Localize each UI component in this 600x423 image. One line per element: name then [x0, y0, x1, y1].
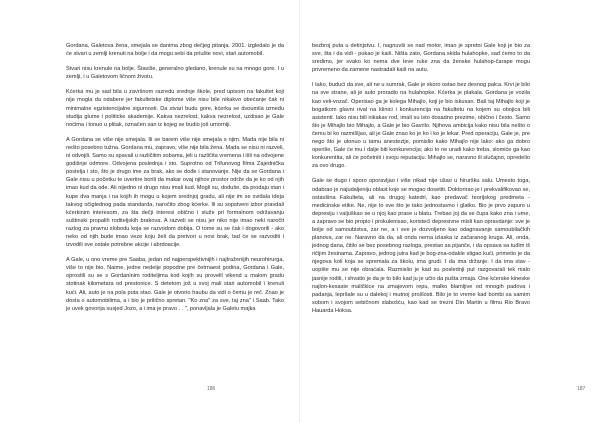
page-number: 186 — [207, 386, 216, 392]
paragraph: Stvari nisu krenule na bolje. Štaviše, generalno gledano, krenule su na mnogo gore. I u zemlji, i u Galetovom ličnom životu. — [66, 66, 284, 81]
right-page — [300, 0, 600, 423]
paragraph: A Gordana se više nije smejala. Ili se barem više nije smejala s njim. Mada nije bila ni nešto posebno tužna. Gordana mu, zapravo, više nije bila žena. Mada se nisu ni razveli, ni odvojili. Samo su spavali u različitim sobama, jeli u različita vremena i išli na odvojene godišnje odmore. Odvojena poslednja i sto. Suprotno od Trifunovog filma Zajednička postelja i sto, što je drugo ime za brak, ako se dođe i stanovanje. Nije da se Gordana i Gale nisu u početku te uvertire borili da makar ovaj njihov prostor održe da je ko od njih imao kud da ode. Ali nijedno ni drugo nisu imali kud. Mogli su, doduše, da prodaju stan i kupe dva manja i na kojih ih mogu u kojem srednjoj gradu, ali nije im se sviđala ideja takvog očiglednog pada standarda, naročito zbog kćerke. Ili su sopstveni izbor pravdali kćerkinim interesom, za šta dečji interesi obično i služe pri formalnom održavanju suštinski propalih roditeljskih brakova. A razveli se nisu jer niko nije imao neki naročit razlog za pravnu slobodu koja se razvodom dobija. O tome su se čak i dogovorili - ako neko od njih bude imao veze koju želi da pretvori u novi brak, tad će se razvoditi i izvodili sve ostale potrebne akcije i abrdoacije. — [66, 136, 284, 249]
paragraph: bezbroj puta u detinjstvu. I, nagnuvši se nad motor, imao je spretni Gale koji je bio za sve, šta i da vidi - pukao je kaiš. Ništa zato, Gordana skida hulahopke, sad ćemo to da sredimo, jer svako ko nema dve leve ruke zna da ženske hulahop-čarape mogu privremeno da zamene nastradali kaiš na autu. — [312, 43, 530, 74]
paragraph: I tako, budući da sve, ali ne u sumrak, Gale je skoro ostao bez desnog palca. Krvi je bilo na sve strane, ali je auto proradio na hulahopke. Kćerka je plakala. Gordana je vozila kao veli-vozač. Operisao ga je kolega Mihajlo, koji je bio iskusan. Baš taj Mihajlo koji je bogatkom glavni rival na klinici i konkurencija na fakultetu na kojem su obojica bili asistenti. Iako nisu bili nikakav rod, imali su isto dosadno prezime, obično i često. Samo što je Mihajlo bio Mihajlo, a Gale je bio Gavrilo. Njihova ambicija kako nisu bila nešto o čemu bi ko razmišljao, ali je Gale znao ko je ko i ko je lekar. Pred operaciju, Gale je, pre nego što je utonuo u tamu anestezije, pomislio kako Mihajlo nije lako: ako ga dobro operiše, Gale će mu i dalje biti konkurencija; ako to ne uradi kako treba, slomiće ga kao konkurentita, ali će početniti i svoju reputaciju. Mihajlo se, naravno ili slučajno, opredelio za ovo drugo. — [312, 82, 530, 170]
left-page-text — [66, 42, 284, 320]
paragraph: Gordana, Galetova žena, smejala se danima zbog dečjeg pitanja. 2001. izgledalo je da će stvari u zemlji krenuti na bolje i da mogu sebi da priušte novi, stari automobil. — [66, 43, 284, 58]
page-number: 187 — [577, 386, 586, 392]
paragraph: Gale se dugo i sporo oporavljao i više nikad nije ušao u hiruršku salu. Umesto toga, odabrao je najudaljeniju oblast koje se mogao dosetiti. Doktorirao je i prekvalifikovao se, ostavšina Fakulteta, ali na drugoj katedri, kao predavač teorijskog predmeta - medicinske etike. Ne, nije to sve što je tako jednostavno i glatko. Bio je prvo zapuro u depresiju i valjuškao se u njoj kao prase u blatu. Trebao joj da se čupa kako zna i ume, a zapravo se bio propio i prokulenisao, koristeći depresivne misli kao opravdanje: sve je bolje od samoubistva, zar ne, a i sve je dozvoljeno kao odagnavanje samoubilačkih planova, zar ne. Naravno da da, ali onda nema izlaska iz začaranog kruga. Ali, onda, jednog dana, čitilo se bez posebnog razloga, prestao sa pijanče, i da opsava sa tuđim iš ričijim žesinama. Zapravo, jednog jutra kad je bog-zna-odakle stigao kući, primetio je da njegova koli koja se spremala za školu, ima grudi. I da ima držanje. I da ima stav - uopšte mu se nije obraćala. Razmislio je kad su poslednji put razgovarali tek malo jasnije roditi, i shvatio je da je to bilo kad ju je učio da pušta zmaja. One kćerske kineske najlon-kesaste maličkice na zmajevom repu, malko blamljive od mnogih padova i padanja, lepršale su u dalekoj i mutnoj prošlosti. Bilo je to vreme kad bombi sa samim sobom i svojom sebičnom slabošću, kao kad se trezni Din Martin u filmu Rio Bravo Hauarda Hoksa. — [312, 178, 530, 314]
right-page-text — [312, 42, 530, 322]
paragraph: A Gale, u ono vreme pre Saaba, jedan od najperspektivnijih i najtraženijih neurohirurga, više to nije bio. Naime, jedne nedelje popodne pre četrnaest godina, Gordana i Gale, oprostili su se s Gordaninim roditeljima kod kojih su provelil vikend u malom gradu stotinak kilometara od prestonice. S detetom još u svoj mali stari automobil i krenuli kući. Ali, auto je na pola puta stao. Gale je otvorio haubu da vidi o čemu je reč. Znao je dosta o automobilima, a i bio je prilično spretan. "Ko zna" za sve, taj zna" i Saab. Tako je uvek govorija susjed Jozo, a i ima je pravo . . ", ponavljala je Galetu majka — [66, 257, 284, 312]
paragraph: Kćerka mu je sad bila u završnom razredu srednje škole, pred upisom na fakultet koji nije mogla da odabere jer fakultetske diplome više nisu bile nikakvo obećanje čak ni minimalne egzistencijalne sigurnosti. Da stvari budu gore, kćerka se dvoumila između studija glume i politicke akademije. Kakva nezrelost, kakva nezrelost, uzdisao je Gale noćima i tonuo u plitak, označen san iz kojeg se budio još umorniji. — [66, 89, 284, 128]
